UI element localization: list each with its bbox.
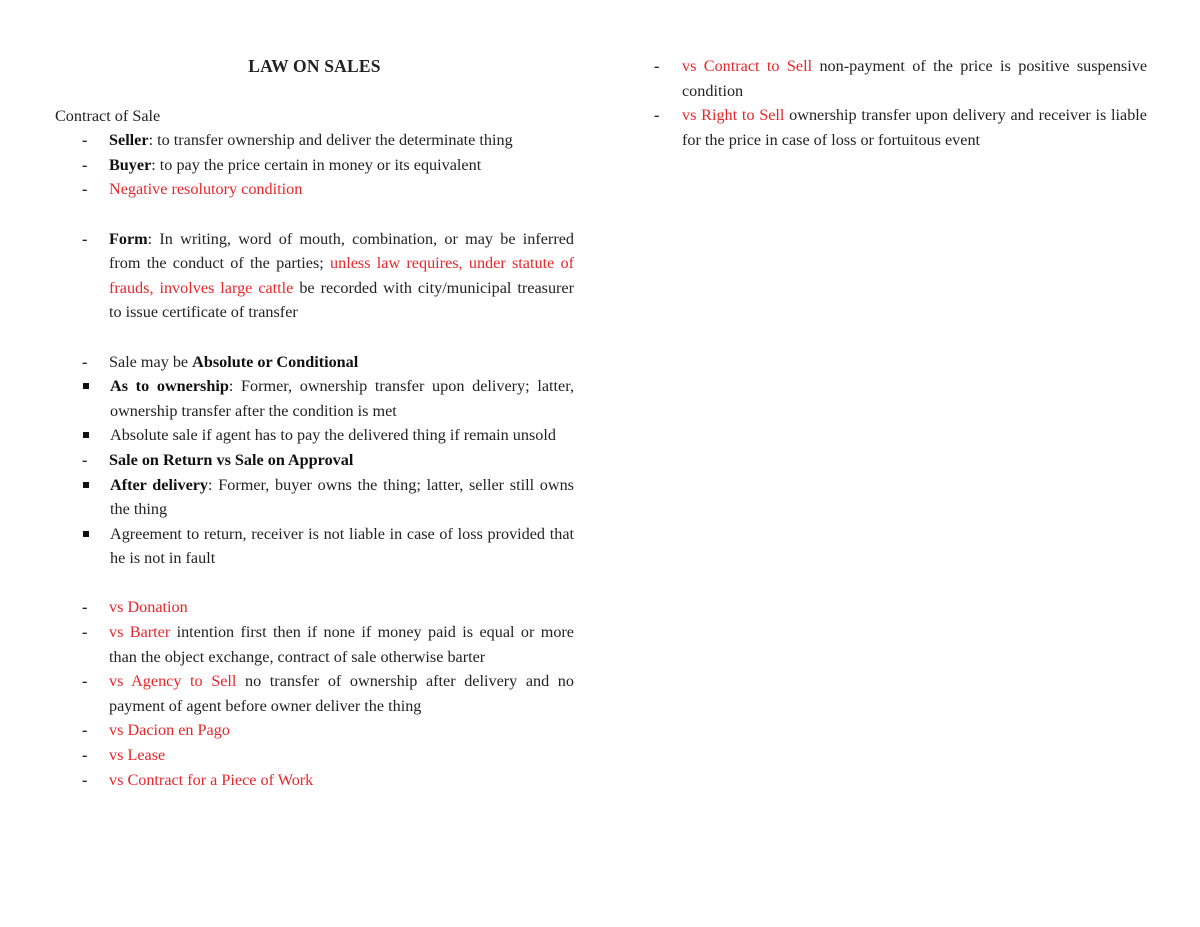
dash-bullet: -	[82, 155, 88, 174]
dash-bullet: -	[654, 57, 660, 75]
square-bullet	[83, 432, 89, 438]
dash-bullet: -	[82, 623, 88, 642]
dash-bullet: -	[82, 746, 88, 765]
dash-bullet: -	[82, 598, 88, 617]
sale-types-list	[55, 350, 574, 571]
buyer-label: Buyer	[109, 155, 152, 174]
ownership-text: : Former, ownership transfer upon delivery; latter, ownership transfer after the condition is met	[110, 377, 574, 420]
contract-of-sale-list	[55, 128, 574, 202]
form-label: Form	[109, 229, 148, 248]
dash-bullet: -	[82, 450, 88, 469]
vs-contract-to-sell-text: non-payment of the price is positive suspensive condition	[682, 57, 1148, 100]
vs-agency-label: vs Agency to Sell	[109, 672, 237, 691]
section-heading: Contract of Sale	[55, 106, 161, 125]
square-bullet	[83, 383, 89, 389]
right-column	[645, 54, 1147, 152]
sublist-item-agreement-return	[55, 522, 574, 571]
after-delivery-label: After delivery	[110, 475, 209, 494]
form-text-1: : In writing, word of mouth, combination, or may be inferred from the conduct of the parties;	[109, 229, 574, 273]
list-item-return-approval	[55, 448, 574, 571]
dash-bullet: -	[82, 352, 88, 371]
square-bullet	[83, 482, 89, 488]
after-delivery-text: : Former, buyer owns the thing; latter, seller still owns the thing	[110, 475, 574, 519]
dash-bullet: -	[82, 180, 88, 199]
document-title: LAW ON SALES	[248, 56, 381, 76]
vs-barter-label: vs Barter	[109, 623, 171, 642]
list-item-vs-barter	[55, 620, 574, 669]
list-item-vs-dacion	[55, 718, 574, 743]
vs-dacion-text: vs Dacion en Pago	[109, 721, 230, 740]
dash-bullet: -	[82, 229, 88, 248]
ownership-label: As to ownership	[110, 377, 229, 396]
vs-contract-to-sell-label: vs Contract to Sell	[682, 57, 813, 75]
list-item-absolute-conditional	[55, 350, 574, 448]
form-list	[55, 227, 574, 325]
dash-bullet: -	[82, 672, 88, 691]
dash-bullet: -	[82, 770, 88, 789]
list-item-vs-agency	[55, 669, 574, 718]
seller-label: Seller	[109, 131, 149, 150]
list-item-buyer	[55, 153, 574, 178]
sublist-item-after-delivery	[55, 473, 574, 522]
buyer-text: : to pay the price certain in money or its equivalent	[151, 155, 482, 174]
absolute-agent-text: Absolute sale if agent has to pay the delivered thing if remain unsold	[110, 426, 556, 445]
return-approval-bold: Sale on Return vs Sale on Approval	[109, 450, 354, 469]
seller-text: : to transfer ownership and deliver the determinate thing	[148, 131, 513, 150]
list-item-vs-piece-work	[55, 768, 574, 793]
vs-right-to-sell-label: vs Right to Sell	[682, 106, 785, 125]
dash-bullet: -	[82, 721, 88, 740]
form-text-2: be recorded with city/municipal treasurer to issue certificate of transfer	[109, 278, 575, 322]
dash-bullet: -	[654, 106, 660, 125]
absolute-prefix: Sale may be	[109, 352, 193, 371]
absolute-sublist	[55, 374, 574, 448]
vs-lease-text: vs Lease	[109, 746, 166, 765]
agreement-return-text: Agreement to return, receiver is not liable in case of loss provided that he is not in fault	[110, 524, 574, 568]
list-item-vs-lease	[55, 743, 574, 768]
absolute-bold: Absolute or Conditional	[192, 352, 359, 371]
list-item-vs-contract-to-sell	[645, 54, 1147, 103]
comparison-list-continued	[645, 54, 1147, 152]
negative-condition-text: Negative resolutory condition	[109, 180, 303, 199]
vs-donation-text: vs Donation	[109, 598, 188, 617]
dash-bullet: -	[82, 131, 88, 150]
vs-agency-text: no transfer of ownership after delivery and no payment of agent before owner deliver the thing	[109, 672, 574, 715]
sublist-item-absolute-agent	[55, 423, 574, 448]
square-bullet	[83, 531, 89, 537]
list-item-vs-right-to-sell	[645, 103, 1147, 152]
list-item-vs-donation	[55, 595, 574, 620]
list-item-negative-condition	[55, 177, 574, 202]
vs-piece-work-text: vs Contract for a Piece of Work	[109, 770, 314, 789]
comparison-list	[55, 595, 574, 792]
left-column	[55, 54, 574, 792]
return-approval-sublist	[55, 473, 574, 571]
list-item-form	[55, 227, 574, 325]
vs-barter-text: intention first then if none if money paid is equal or more than the object exchange, contract of sale otherwise barter	[109, 623, 574, 666]
vs-right-to-sell-text: ownership transfer upon delivery and receiver is liable for the price in case of loss or fortuitous event	[682, 106, 1147, 149]
sublist-item-ownership	[55, 374, 574, 423]
list-item-seller	[55, 128, 574, 153]
form-red-text: unless law requires, under statute of frauds, involves large cattle	[109, 254, 575, 297]
